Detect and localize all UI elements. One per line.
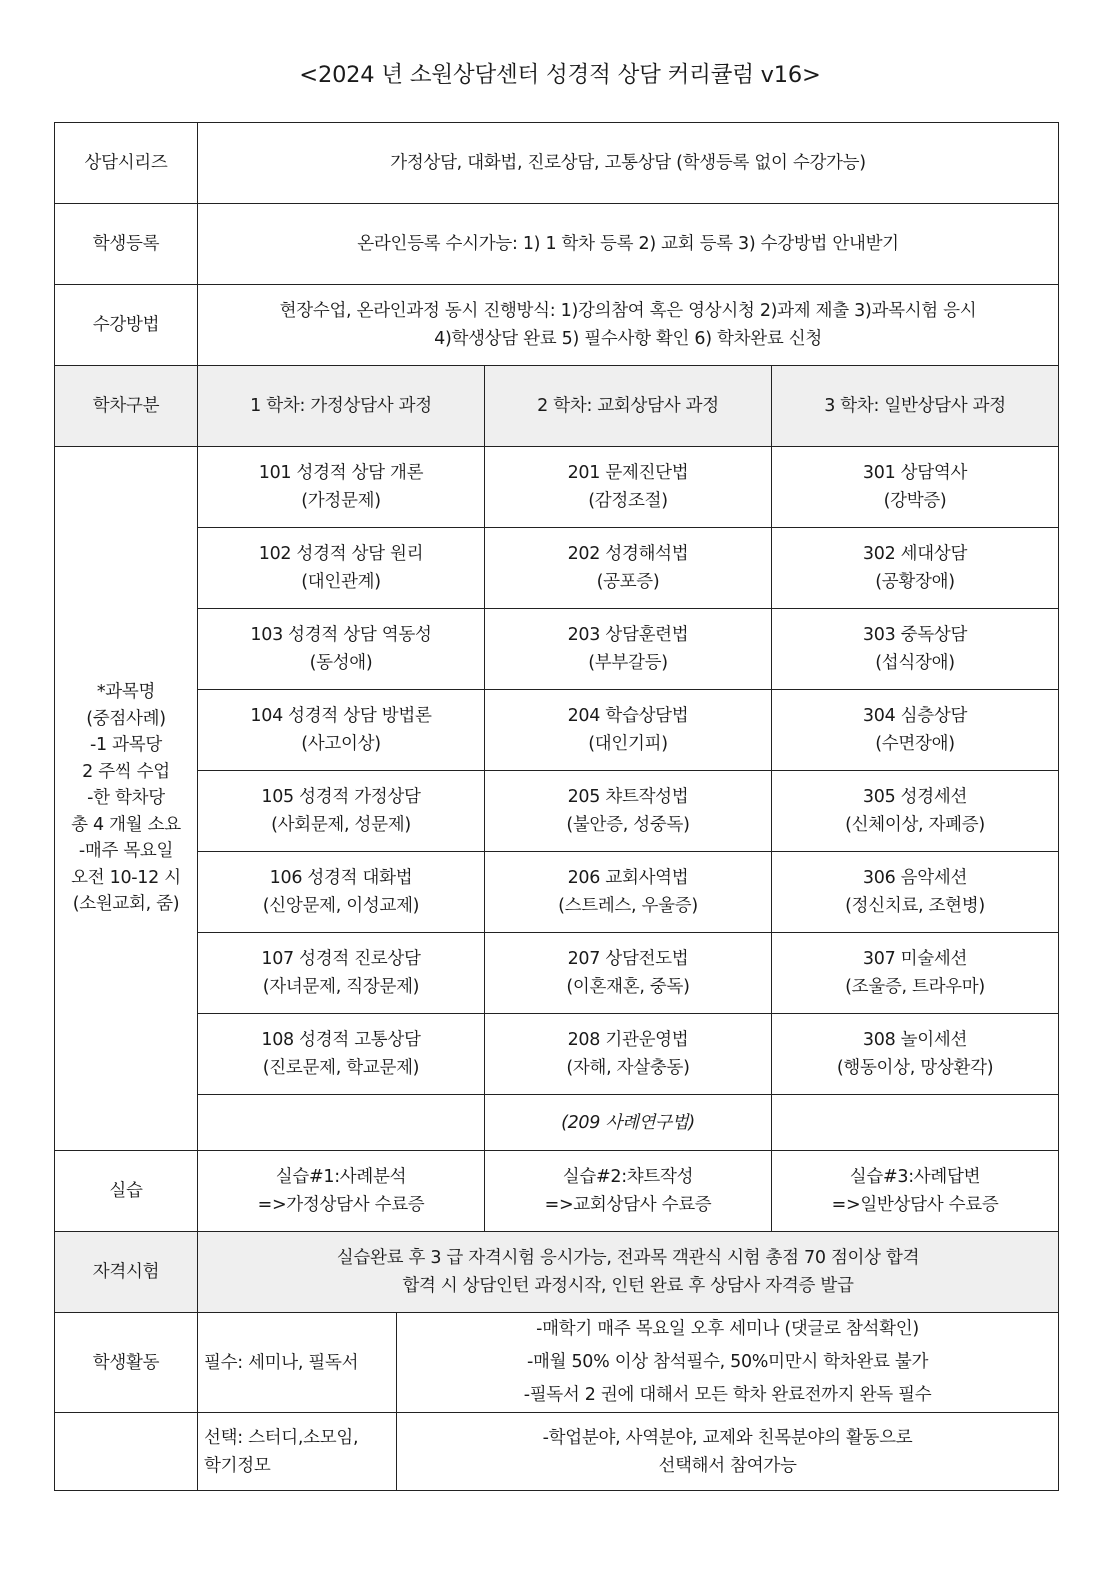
exam-line-2: 합격 시 상담인턴 과정시작, 인턴 완료 후 상담사 자격증 발급 bbox=[402, 1276, 854, 1296]
course-row bbox=[55, 609, 1059, 690]
course-cell bbox=[198, 609, 485, 690]
course-topic: (자해, 자살충동) bbox=[566, 1058, 690, 1078]
course-topic: (진로문제, 학교문제) bbox=[262, 1058, 420, 1078]
course-cell bbox=[198, 771, 485, 852]
course-row bbox=[55, 528, 1059, 609]
course-cell bbox=[485, 690, 772, 771]
method-value bbox=[198, 285, 1059, 366]
practice-title: 실습#2:챠트작성 bbox=[562, 1167, 694, 1187]
method-line-1: 현장수업, 온라인과정 동시 진행방식: 1)강의참여 혹은 영상시청 2)과제 제출 3)과목시험 응시 bbox=[279, 301, 977, 321]
side-note-line: -매주 목요일 bbox=[78, 841, 174, 862]
course-title: 107 성경적 진로상담 bbox=[261, 949, 421, 969]
course-topic: (스트레스, 우울증) bbox=[558, 896, 698, 916]
required-line: -매학기 매주 목요일 오후 세미나 (댓글로 참석확인) bbox=[536, 1319, 919, 1339]
course-cell bbox=[485, 609, 772, 690]
course-title: 103 성경적 상담 역동성 bbox=[250, 625, 432, 645]
course-title: 202 성경해석법 bbox=[567, 544, 689, 564]
required-line: -필독서 2 권에 대해서 모든 학차 완료전까지 완독 필수 bbox=[523, 1385, 932, 1405]
course-topic: (이혼재혼, 중독) bbox=[566, 977, 690, 997]
course-cell bbox=[772, 852, 1059, 933]
terms-row bbox=[55, 366, 1059, 447]
course-title: 102 성경적 상담 원리 bbox=[258, 544, 424, 564]
course-cell bbox=[772, 528, 1059, 609]
practice-cell bbox=[485, 1151, 772, 1232]
method-line-2: 4)학생상담 완료 5) 필수사항 확인 6) 학차완료 신청 bbox=[434, 329, 822, 349]
required-line: -매월 50% 이상 참석필수, 50%미만시 학차완료 불가 bbox=[526, 1352, 929, 1372]
practice-label: 실습 bbox=[55, 1151, 198, 1232]
course-topic: (불안증, 성중독) bbox=[566, 815, 690, 835]
registration-label: 학생등록 bbox=[55, 204, 198, 285]
course-topic: (대인관계) bbox=[301, 572, 381, 592]
practice-title: 실습#3:사례답변 bbox=[849, 1167, 981, 1187]
course-topic: (대인기피) bbox=[588, 734, 668, 754]
series-label: 상담시리즈 bbox=[55, 123, 198, 204]
course-topic: (공포증) bbox=[596, 572, 660, 592]
course-cell bbox=[485, 933, 772, 1014]
activities-empty-cell bbox=[55, 1413, 198, 1491]
activities-label: 학생활동 bbox=[55, 1313, 198, 1413]
course-row bbox=[55, 1014, 1059, 1095]
course-topic: (신앙문제, 이성교제) bbox=[262, 896, 420, 916]
course-row bbox=[55, 933, 1059, 1014]
course-topic: (사회문제, 성문제) bbox=[271, 815, 411, 835]
course-title: 106 성경적 대화법 bbox=[269, 868, 413, 888]
series-value: 가정상담, 대화법, 진로상담, 고통상담 (학생등록 없이 수강가능) bbox=[198, 123, 1059, 204]
course-title: 302 세대상담 bbox=[862, 544, 968, 564]
method-label: 수강방법 bbox=[55, 285, 198, 366]
series-row bbox=[55, 123, 1059, 204]
course-title: 206 교회사역법 bbox=[567, 868, 689, 888]
registration-row bbox=[55, 204, 1059, 285]
extra-course-row bbox=[55, 1095, 1059, 1151]
course-title: 307 미술세션 bbox=[862, 949, 968, 969]
course-cell bbox=[772, 1014, 1059, 1095]
course-title: 304 심층상담 bbox=[862, 706, 968, 726]
extra-course: (209 사례연구법) bbox=[485, 1095, 772, 1151]
practice-row bbox=[55, 1151, 1059, 1232]
course-cell bbox=[198, 1014, 485, 1095]
activities-optional-row bbox=[55, 1413, 1059, 1491]
optional-label bbox=[198, 1413, 397, 1491]
course-cell bbox=[772, 771, 1059, 852]
activities-required-row bbox=[55, 1313, 1059, 1413]
side-note-line: 2 주씩 수업 bbox=[82, 761, 170, 782]
term-2-header: 2 학차: 교회상담사 과정 bbox=[485, 366, 772, 447]
required-label: 필수: 세미나, 필독서 bbox=[198, 1313, 397, 1413]
optional-label-line: 학기정모 bbox=[204, 1455, 271, 1476]
course-row bbox=[55, 447, 1059, 528]
extra-empty-cell bbox=[772, 1095, 1059, 1151]
course-row bbox=[55, 690, 1059, 771]
course-cell bbox=[198, 447, 485, 528]
page-title: <2024 년 소원상담센터 성경적 상담 커리큘럼 v16> bbox=[299, 62, 821, 88]
side-note-line: *과목명 bbox=[96, 682, 156, 703]
course-topic: (정신치료, 조현병) bbox=[845, 896, 985, 916]
extra-empty-cell bbox=[198, 1095, 485, 1151]
course-cell bbox=[485, 1014, 772, 1095]
course-cell bbox=[772, 609, 1059, 690]
term-1-header: 1 학차: 가정상담사 과정 bbox=[198, 366, 485, 447]
side-note-line: -1 과목당 bbox=[90, 735, 162, 756]
terms-label: 학차구분 bbox=[55, 366, 198, 447]
course-title: 301 상담역사 bbox=[862, 463, 968, 483]
course-title: 204 학습상담법 bbox=[567, 706, 689, 726]
course-topic: (가정문제) bbox=[301, 491, 381, 511]
course-topic: (사고이상) bbox=[301, 734, 381, 754]
term-3-header: 3 학차: 일반상담사 과정 bbox=[772, 366, 1059, 447]
course-cell bbox=[485, 852, 772, 933]
course-topic: (조울증, 트라우마) bbox=[845, 977, 985, 997]
registration-value: 온라인등록 수시가능: 1) 1 학차 등록 2) 교회 등록 3) 수강방법 안내받기 bbox=[198, 204, 1059, 285]
course-title: 104 성경적 상담 방법론 bbox=[250, 706, 432, 726]
practice-result: =>교회상담사 수료증 bbox=[544, 1195, 712, 1215]
course-topic: (자녀문제, 직장문제) bbox=[262, 977, 420, 997]
course-title: 306 음악세션 bbox=[862, 868, 968, 888]
side-note-line: (소원교회, 줌) bbox=[72, 894, 180, 915]
practice-cell bbox=[198, 1151, 485, 1232]
course-topic: (섭식장애) bbox=[875, 653, 955, 673]
course-topic: (신체이상, 자폐증) bbox=[845, 815, 985, 835]
course-title: 303 중독상담 bbox=[862, 625, 968, 645]
curriculum-table bbox=[54, 122, 1059, 1491]
course-topic: (동성애) bbox=[309, 653, 373, 673]
course-cell bbox=[198, 852, 485, 933]
practice-result: =>가정상담사 수료증 bbox=[257, 1195, 425, 1215]
side-note-line: 오전 10-12 시 bbox=[71, 867, 181, 888]
course-title: 205 챠트작성법 bbox=[567, 787, 689, 807]
optional-details bbox=[397, 1413, 1059, 1491]
course-cell bbox=[772, 933, 1059, 1014]
side-note-line: 총 4 개월 소요 bbox=[71, 814, 181, 835]
method-row bbox=[55, 285, 1059, 366]
course-row bbox=[55, 852, 1059, 933]
course-topic: (수면장애) bbox=[875, 734, 955, 754]
course-cell bbox=[485, 771, 772, 852]
optional-label-line: 선택: 스터디,소모임, bbox=[204, 1427, 359, 1448]
side-note-line: -한 학차당 bbox=[87, 788, 165, 809]
course-title: 101 성경적 상담 개론 bbox=[258, 463, 424, 483]
course-title: 203 상담훈련법 bbox=[567, 625, 689, 645]
exam-row bbox=[55, 1232, 1059, 1313]
course-topic: (강박증) bbox=[883, 491, 947, 511]
side-note bbox=[55, 447, 198, 1151]
optional-line: -학업분야, 사역분야, 교제와 친목분야의 활동으로 bbox=[542, 1427, 913, 1448]
practice-result: =>일반상담사 수료증 bbox=[831, 1195, 999, 1215]
course-title: 208 기관운영법 bbox=[567, 1030, 689, 1050]
exam-value bbox=[198, 1232, 1059, 1313]
course-row bbox=[55, 771, 1059, 852]
course-cell bbox=[772, 690, 1059, 771]
exam-label: 자격시험 bbox=[55, 1232, 198, 1313]
course-topic: (행동이상, 망상환각) bbox=[836, 1058, 994, 1078]
exam-line-1: 실습완료 후 3 급 자격시험 응시가능, 전과목 객관식 시험 총점 70 점이상 합격 bbox=[336, 1248, 920, 1268]
course-cell bbox=[485, 447, 772, 528]
course-cell bbox=[772, 447, 1059, 528]
course-title: 108 성경적 고통상담 bbox=[261, 1030, 421, 1050]
course-cell bbox=[198, 528, 485, 609]
course-title: 201 문제진단법 bbox=[567, 463, 689, 483]
course-cell bbox=[485, 528, 772, 609]
practice-title: 실습#1:사례분석 bbox=[275, 1167, 407, 1187]
course-title: 105 성경적 가정상담 bbox=[261, 787, 421, 807]
course-title: 305 성경세션 bbox=[862, 787, 968, 807]
course-topic: (부부갈등) bbox=[588, 653, 668, 673]
course-title: 207 상담전도법 bbox=[567, 949, 689, 969]
course-topic: (감정조절) bbox=[588, 491, 668, 511]
optional-line: 선택해서 참여가능 bbox=[658, 1455, 797, 1476]
course-cell bbox=[198, 690, 485, 771]
course-cell bbox=[198, 933, 485, 1014]
course-title: 308 놀이세션 bbox=[862, 1030, 968, 1050]
side-note-line: (중점사례) bbox=[86, 708, 166, 729]
course-topic: (공황장애) bbox=[875, 572, 955, 592]
practice-cell bbox=[772, 1151, 1059, 1232]
required-details bbox=[397, 1313, 1059, 1413]
